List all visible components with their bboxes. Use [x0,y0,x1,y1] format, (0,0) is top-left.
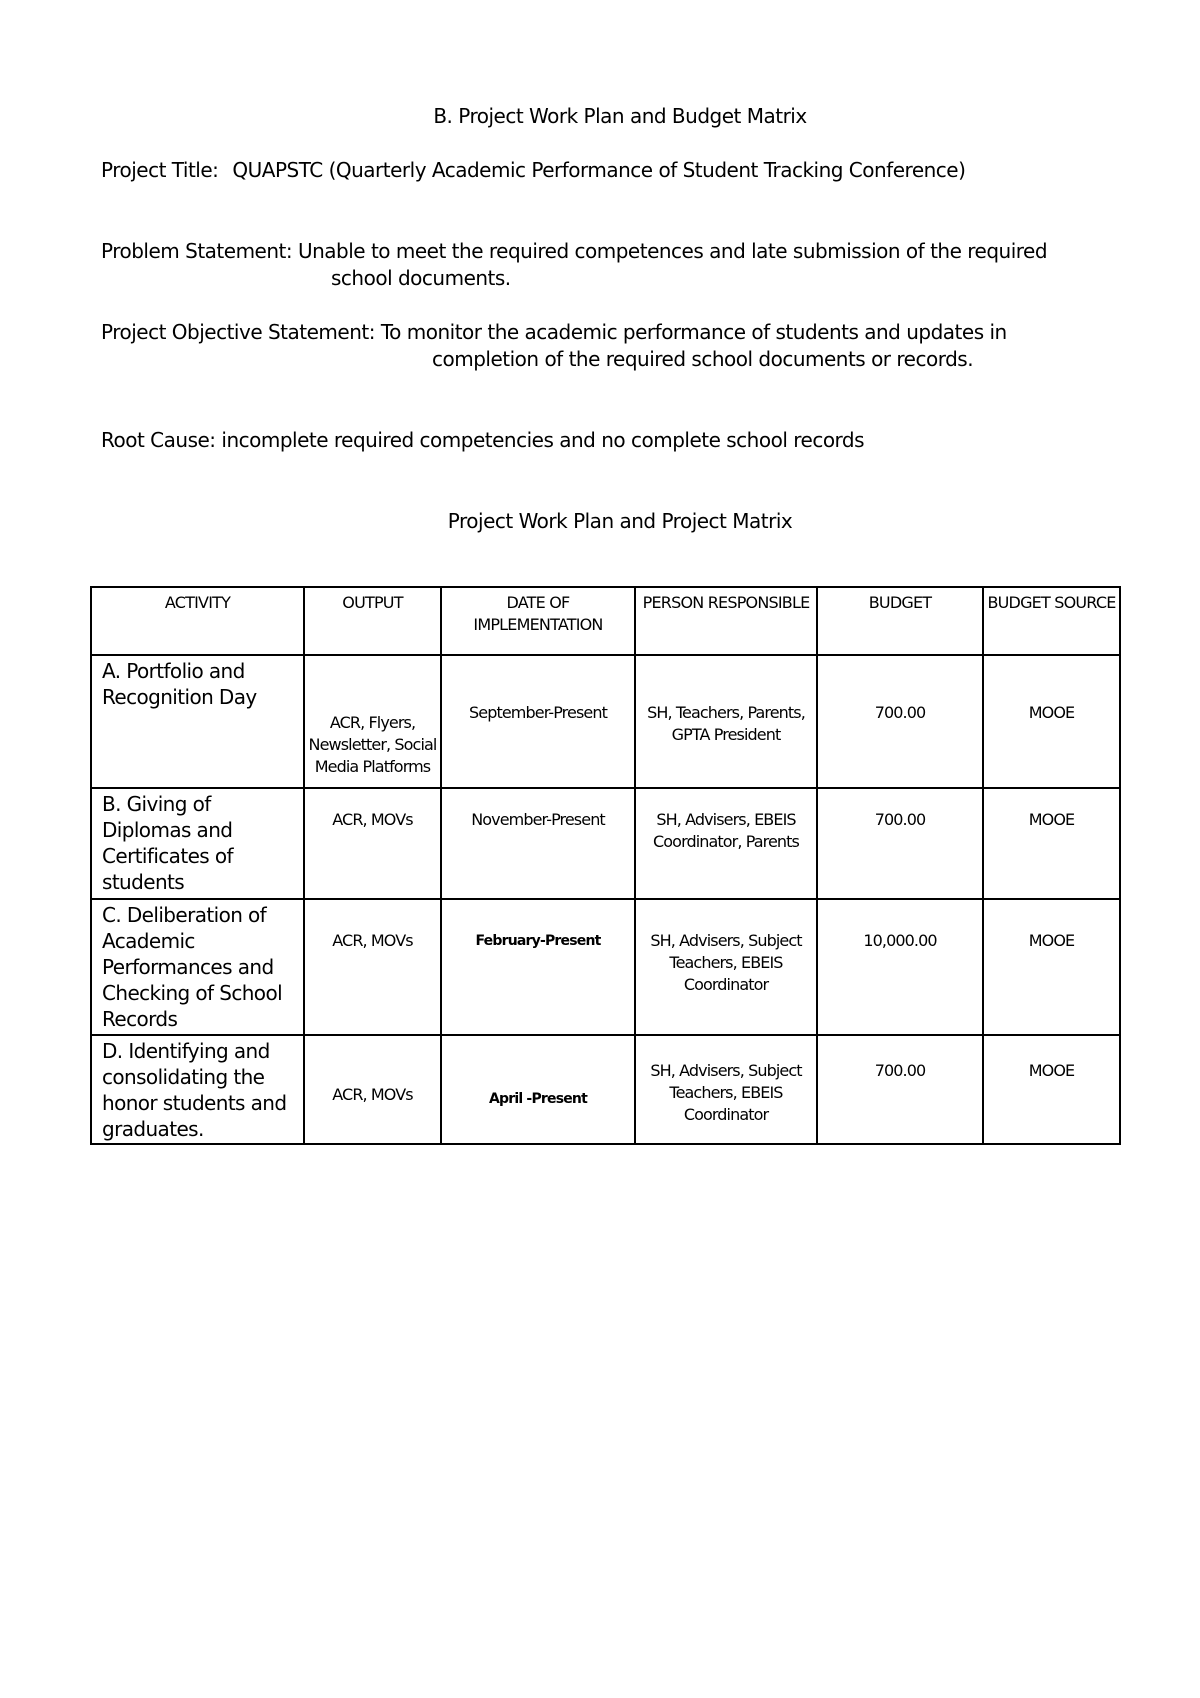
date-cell: November-Present [441,788,635,899]
table-row [91,899,1120,1035]
section-title: B. Project Work Plan and Budget Matrix [433,104,807,128]
project-title-label: Project Title: [101,158,219,182]
output-cell: ACR, MOVs [304,899,441,1035]
table-row [91,1035,1120,1144]
header-person: PERSON RESPONSIBLE [635,587,817,655]
header-output: OUTPUT [304,587,441,655]
output-cell: ACR, Flyers, Newsletter, Social Media Platforms [304,655,441,788]
budget-cell: 700.00 [817,1035,983,1144]
objective-statement-line [101,320,1007,344]
activity-cell: C. Deliberation of Academic Performances and Checking of School Records [91,899,304,1035]
root-cause-line [101,428,864,452]
objective-statement-continuation: completion of the required school documents or records. [432,347,974,371]
activity-cell: D. Identifying and consolidating the honor students and graduates. [91,1035,304,1144]
problem-statement-line [101,239,1047,263]
project-title-line [101,158,965,182]
table-row [91,655,1120,788]
header-date: DATE OF IMPLEMENTATION [441,587,635,655]
problem-statement-continuation: school documents. [331,266,511,290]
output-cell: ACR, MOVs [304,1035,441,1144]
problem-statement-text: Unable to meet the required competences and late submission of the required [297,239,1048,263]
matrix-title: Project Work Plan and Project Matrix [447,509,793,533]
root-cause-label: Root Cause: [101,428,216,452]
objective-statement-text: To monitor the academic performance of students and updates in [380,320,1007,344]
budget-source-cell: MOOE [983,788,1120,899]
person-cell: SH, Teachers, Parents, GPTA President [635,655,817,788]
table-header-row [91,587,1120,655]
date-cell: April -Present [441,1035,635,1144]
activity-cell: B. Giving of Diplomas and Certificates of students [91,788,304,899]
budget-source-cell: MOOE [983,1035,1120,1144]
date-cell: February-Present [441,899,635,1035]
person-cell: SH, Advisers, Subject Teachers, EBEIS Coordinator [635,899,817,1035]
person-cell: SH, Advisers, EBEIS Coordinator, Parents [635,788,817,899]
date-cell: September-Present [441,655,635,788]
budget-cell: 700.00 [817,655,983,788]
header-activity: ACTIVITY [91,587,304,655]
work-plan-table [90,586,1121,1145]
problem-statement-label: Problem Statement: [101,239,293,263]
budget-cell: 700.00 [817,788,983,899]
project-title-value: QUAPSTC (Quarterly Academic Performance of Student Tracking Conference) [232,158,966,182]
budget-source-cell: MOOE [983,655,1120,788]
activity-cell: A. Portfolio and Recognition Day [91,655,304,788]
budget-source-cell: MOOE [983,899,1120,1035]
root-cause-text: incomplete required competencies and no complete school records [221,428,865,452]
table-row [91,788,1120,899]
objective-statement-label: Project Objective Statement: [101,320,375,344]
budget-cell: 10,000.00 [817,899,983,1035]
header-budget: BUDGET [817,587,983,655]
output-cell: ACR, MOVs [304,788,441,899]
header-budget-source: BUDGET SOURCE [983,587,1120,655]
person-cell: SH, Advisers, Subject Teachers, EBEIS Coordinator [635,1035,817,1144]
